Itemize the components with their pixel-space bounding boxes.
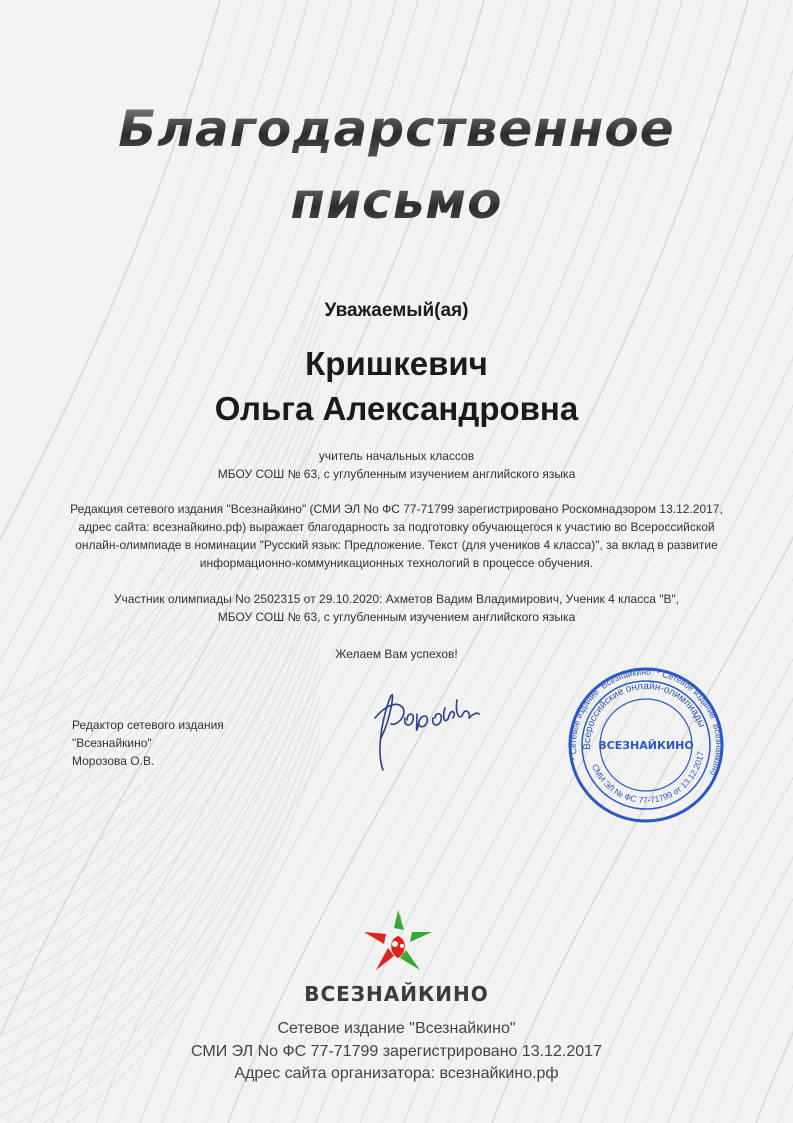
recipient-position: учитель начальных классов bbox=[318, 449, 475, 463]
stamp-ring-outer: * Сетевое издание "Всезнайкино" * Сетевое издание "Всезнайкино" bbox=[567, 666, 725, 781]
footer-website: Адрес сайта организатора: всезнайкино.рф bbox=[234, 1065, 559, 1082]
wish-text: Желаем Вам успехов! bbox=[335, 647, 458, 661]
editor-line-2: "Всезнайкино" bbox=[72, 736, 152, 750]
title-line-1: Благодарственное bbox=[0, 100, 793, 158]
title-line-2: письмо bbox=[0, 172, 793, 230]
participant-school: МБОУ СОШ № 63, с углубленным изучением английского языка bbox=[217, 610, 576, 624]
stamp-ring-inner: Всероссийские онлайн-олимпиады bbox=[581, 680, 707, 750]
recipient-name: Ольга Александровна bbox=[214, 390, 579, 427]
editor-block bbox=[72, 716, 224, 770]
brand-name: ВСЕЗНАЙКИНО bbox=[304, 982, 489, 1006]
signature bbox=[345, 678, 485, 788]
participant-info: Участник олимпиады No 2502315 от 29.10.2020: Ахметов Вадим Владимирович, Ученик 4 класса "В", bbox=[113, 592, 680, 606]
footer-registration: СМИ ЭЛ No ФС 77-71799 зарегистрировано 13.12.2017 bbox=[191, 1043, 602, 1060]
editor-line-1: Редактор сетевого издания bbox=[72, 718, 224, 732]
recipient-surname: Кришкевич bbox=[305, 345, 488, 382]
recipient-school: МБОУ СОШ № 63, с углубленным изучением английского языка bbox=[217, 467, 576, 481]
greeting: Уважаемый(ая) bbox=[324, 300, 469, 321]
footer-publication: Сетевое издание "Всезнайкино" bbox=[277, 1020, 516, 1037]
stamp-ring-bottom: СМИ ЭЛ № ФС 77-71799 от 13.12.2017 bbox=[589, 750, 706, 806]
editor-name: Морозова О.В. bbox=[72, 754, 155, 768]
organization-stamp bbox=[566, 665, 726, 825]
body-text: Редакция сетевого издания "Всезнайкино" (СМИ ЭЛ No ФС 77-71799 зарегистрировано Роскомнадзором 13.12.2017, адрес сайта: всезнайкино.рф) выражает благодарность за подготовку обучающегося к участию во Всероссийской онлайн-олимпиаде в номинации "Русский язык: Предложение. Текст (для учеников 4 класса)", за вклад в развитие информационно-коммуникационных технологий в процессе обучения. bbox=[70, 502, 723, 570]
vseznaykino-logo-icon bbox=[358, 906, 438, 976]
stamp-center-text: ВСЕЗНАЙКИНО bbox=[598, 739, 694, 752]
